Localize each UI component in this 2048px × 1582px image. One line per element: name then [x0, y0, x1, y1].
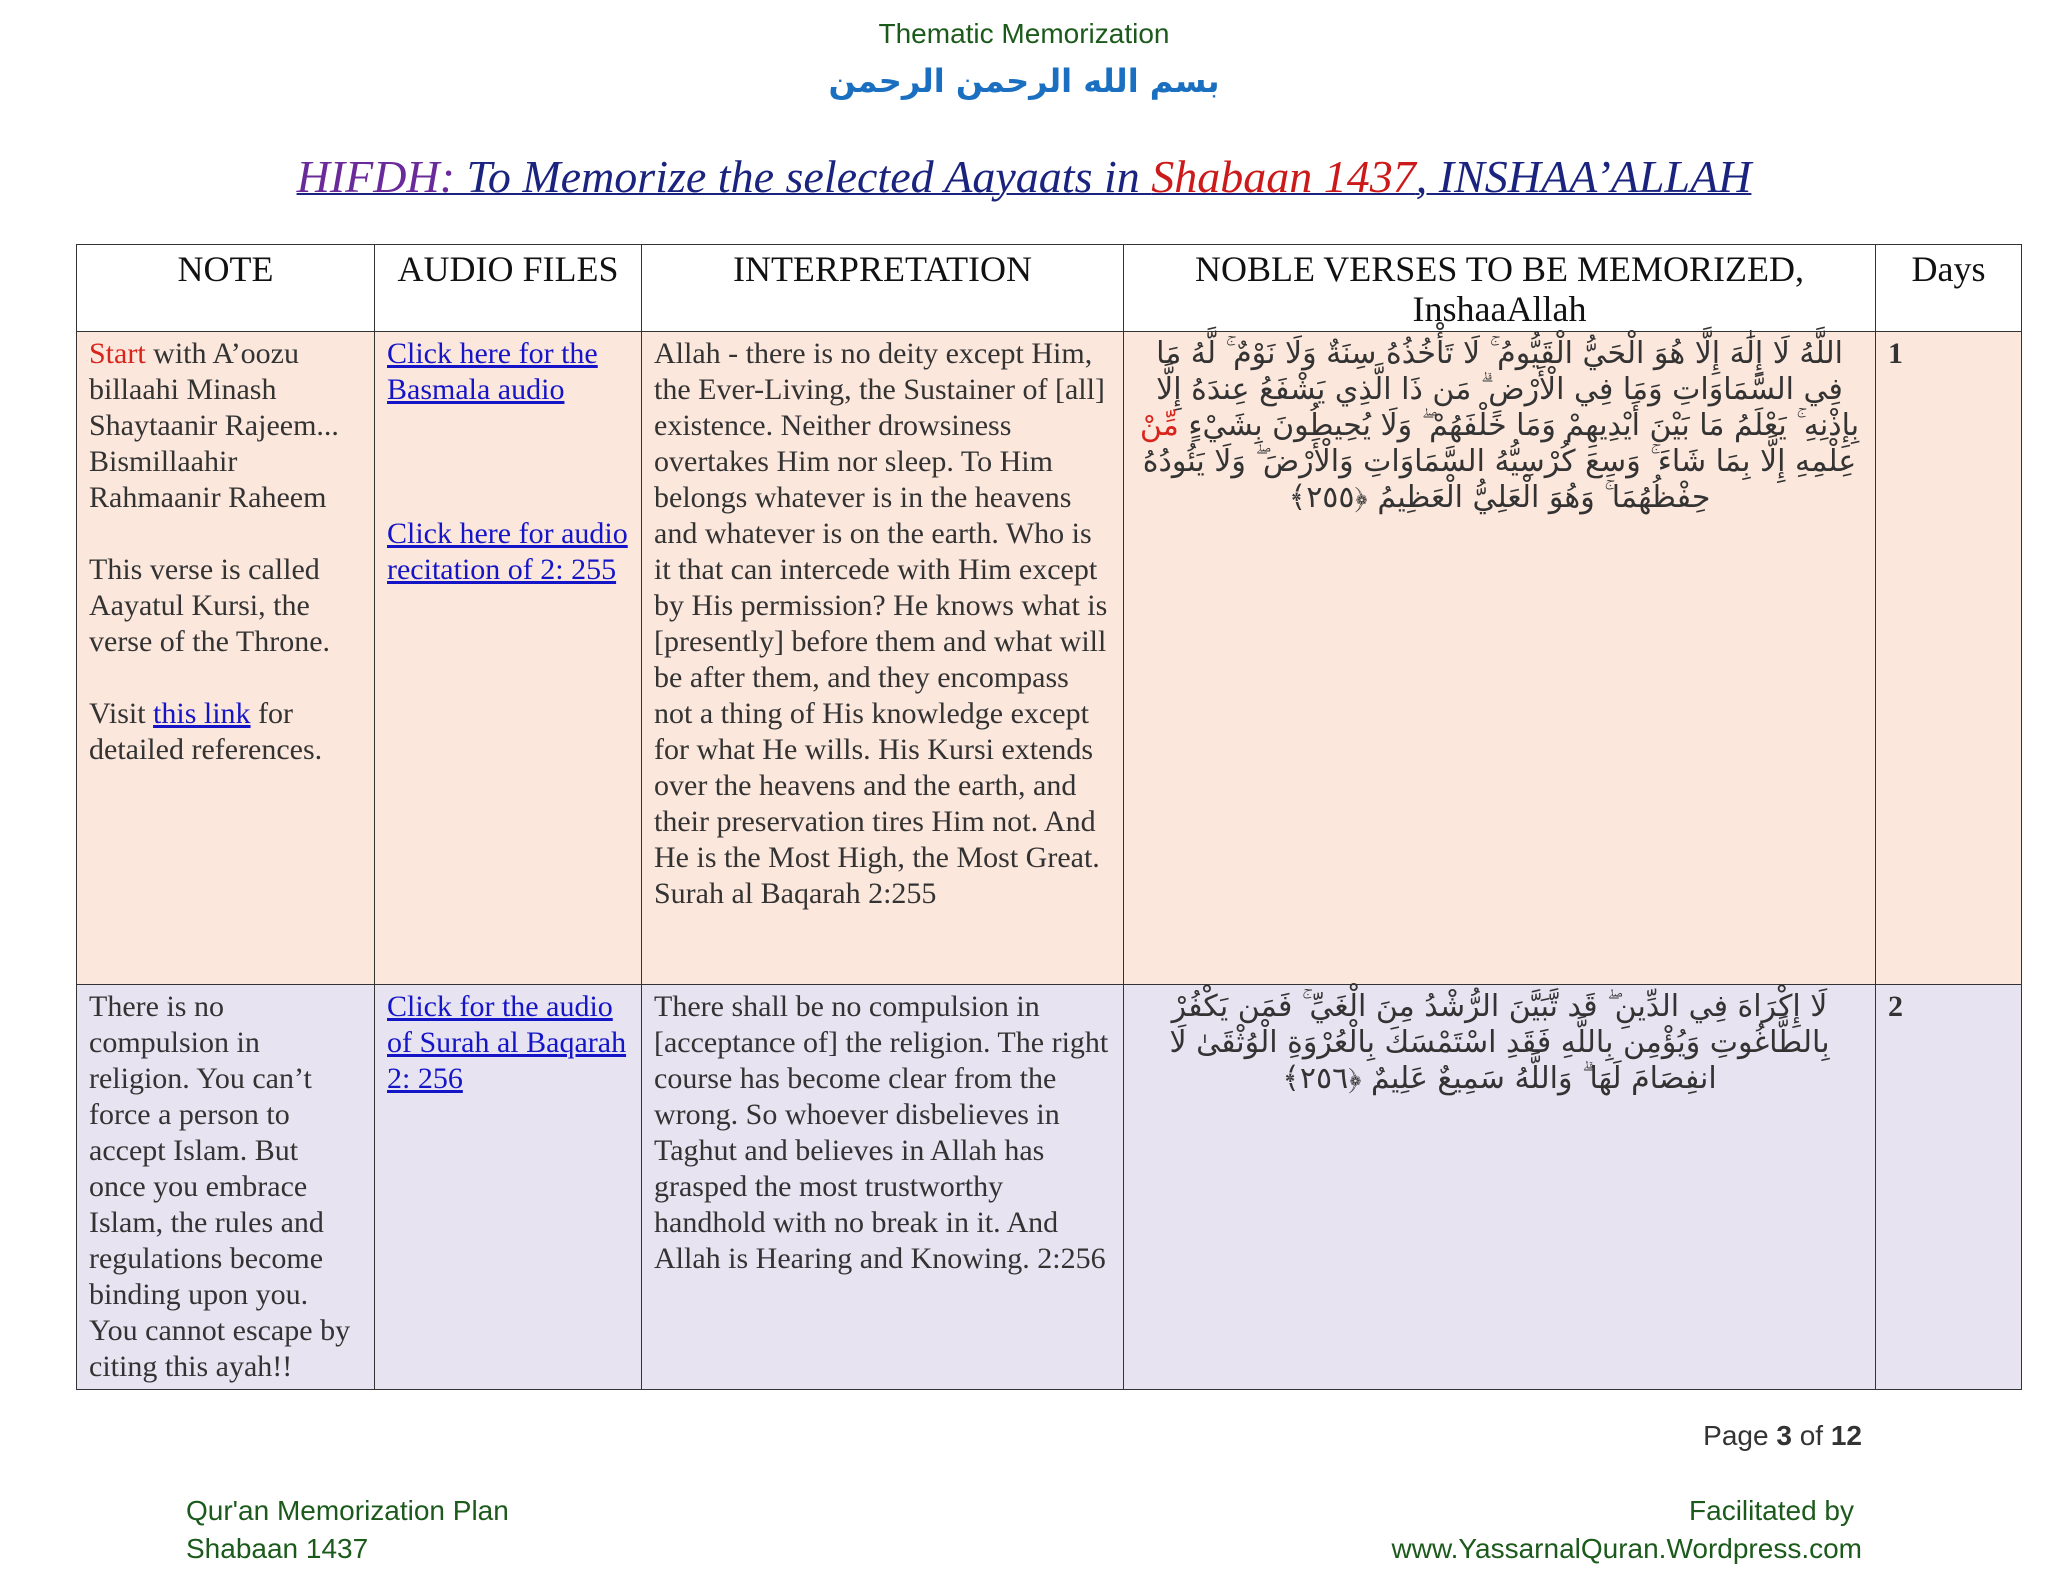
note-visit-prefix: Visit [89, 697, 154, 730]
basmala-audio-link[interactable]: Click here for the Basmala audio [387, 337, 598, 406]
page-total: 12 [1830, 1420, 1862, 1451]
interpretation-cell: Allah - there is no deity except Him, the Ever-Living, the Sustainer of [all] existence. Neither drowsiness overtakes Him nor sleep. To Him belongs whatever is in the heavens and whatever is on the earth. Who is it that can intercede with Him except by His permission? He knows what is [presently] before them and what will be after them, and they encompass not a thing of His knowledge except for what He wills. His Kursi extends over the heavens and the earth, and their preservation tires Him not. And He is the Most High, the Most Great. Surah al Baqarah 2:255 [642, 332, 1124, 985]
table-header-row [77, 245, 2022, 332]
basmala-heading: بسم الله الرحمن الرحمن [828, 62, 1220, 100]
note-start-word: Start [89, 337, 146, 370]
column-header-audio: AUDIO FILES [375, 245, 642, 332]
note-visit-suffix: for detailed references. [89, 697, 323, 766]
page-title [0, 150, 2048, 203]
footer-facilitated-by: Facilitated by [1689, 1495, 1854, 1526]
verses-cell [1124, 332, 1876, 985]
column-header-verses: NOBLE VERSES TO BE MEMORIZED, InshaaAllah [1124, 245, 1876, 332]
page-of: of [1799, 1420, 1824, 1451]
recitation-audio-link-255[interactable]: Click here for audio recitation of 2: 255 [387, 517, 628, 586]
page-current: 3 [1776, 1420, 1792, 1451]
references-link[interactable]: this link [153, 697, 251, 730]
day-number: 1 [1876, 332, 2022, 985]
title-hifdh: HIFDH: [296, 151, 455, 202]
footer-website: www.YassarnalQuran.Wordpress.com [1391, 1533, 1862, 1564]
footer-plan-name: Qur'an Memorization Plan [186, 1495, 509, 1526]
day-number: 2 [1876, 985, 2022, 1390]
interpretation-cell: There shall be no compulsion in [acceptance of] the religion. The right course has become clear from the wrong. So whoever disbelieves in Taghut and believes in Allah has grasped the most trustworthy handhold with no break in it. And Allah is Hearing and Knowing. 2:256 [642, 985, 1124, 1390]
footer-right [1392, 1492, 1862, 1568]
note-cell: There is no compulsion in religion. You can’t force a person to accept Islam. But once you embrace Islam, the rules and regulations become binding upon you. You cannot escape by citing this ayah!! [77, 985, 375, 1390]
title-text: To Memorize the selected Aayaats in [454, 151, 1152, 202]
footer-left [186, 1492, 509, 1568]
verse-text-highlight: مِّنْ [1139, 408, 1179, 443]
note-start-text: with A’oozu billaahi Minash Shaytaanir Rajeem... Bismillaahir Rahmaanir Raheem [89, 337, 339, 514]
page-label: Page [1703, 1420, 1769, 1451]
title-inshaallah: , INSHAA’ALLAH [1415, 151, 1752, 202]
verse-text-part2: عِلْمِهِ إِلَّا بِمَا شَاءَ ۚ وَسِعَ كُرْسِيُّهُ السَّمَاوَاتِ وَالْأَرْضَ ۖ وَلَا يَئُودُهُ حِفْظُهُمَا ۚ وَهُوَ الْعَلِيُّ الْعَظِيمُ ﴿٢٥٥﴾ [1142, 444, 1857, 515]
document-header-title: Thematic Memorization [878, 18, 1170, 49]
note-cell [77, 332, 375, 985]
memorization-table [76, 244, 2022, 1390]
recitation-audio-link-256[interactable]: Click for the audio of Surah al Baqarah 2: 256 [387, 990, 627, 1095]
column-header-days: Days [1876, 245, 2022, 332]
table-row [77, 332, 2022, 985]
audio-cell [375, 332, 642, 985]
verse-text-part1: اللَّهُ لَا إِلَٰهَ إِلَّا هُوَ الْحَيُّ الْقَيُّومُ ۚ لَا تَأْخُذُهُ سِنَةٌ وَلَا نَوْمٌ ۚ لَّهُ مَا فِي السَّمَاوَاتِ وَمَا فِي الْأَرْضِ ۗ مَن ذَا الَّذِي يَشْفَعُ عِندَهُ إِلَّا بِإِذْنِهِ ۚ يَعْلَمُ مَا بَيْنَ أَيْدِيهِمْ وَمَا خَلْفَهُمْ ۖ وَلَا يُحِيطُونَ بِشَيْءٍ [1156, 336, 1860, 443]
title-month: Shabaan 1437 [1151, 151, 1416, 202]
page-number [1703, 1420, 1862, 1452]
note-aayatul-kursi: This verse is called Aayatul Kursi, the verse of the Throne. [89, 553, 331, 658]
column-header-note: NOTE [77, 245, 375, 332]
column-header-interpretation: INTERPRETATION [642, 245, 1124, 332]
audio-cell [375, 985, 642, 1390]
table-row [77, 985, 2022, 1390]
verses-cell: لَا إِكْرَاهَ فِي الدِّينِ ۖ قَد تَّبَيَّنَ الرُّشْدُ مِنَ الْغَيِّ ۚ فَمَن يَكْفُرْ بِالطَّاغُوتِ وَيُؤْمِن بِاللَّهِ فَقَدِ اسْتَمْسَكَ بِالْعُرْوَةِ الْوُثْقَىٰ لَا انفِصَامَ لَهَا ۗ وَاللَّهُ سَمِيعٌ عَلِيمٌ ﴿٢٥٦﴾ [1124, 985, 1876, 1390]
footer-month: Shabaan 1437 [186, 1533, 369, 1564]
